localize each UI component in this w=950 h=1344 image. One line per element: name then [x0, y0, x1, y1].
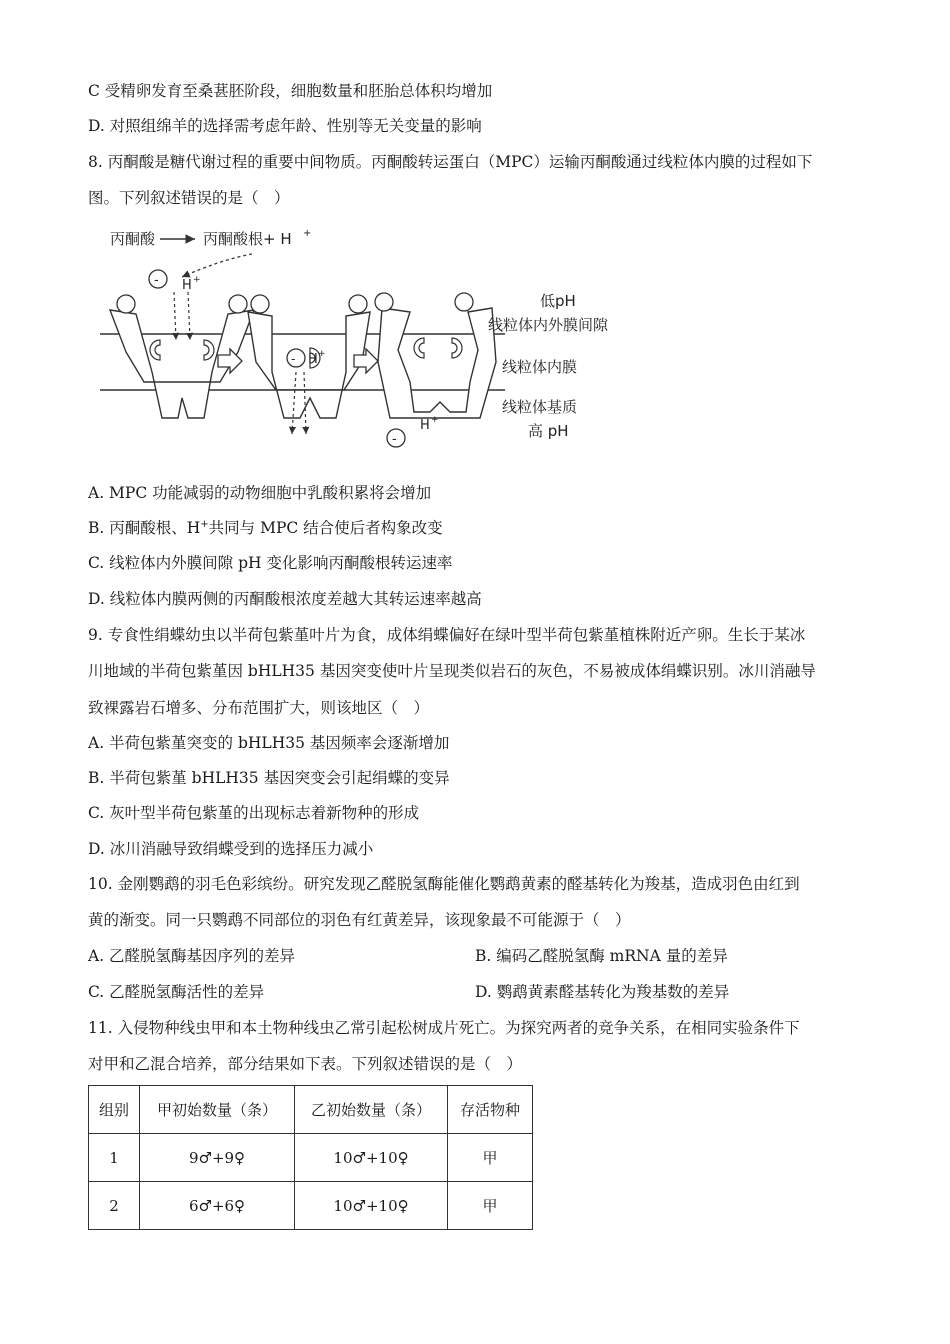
reaction-pyruvate-ion-label: 丙酮酸根+ H: [203, 230, 292, 248]
q8-option-d: D. 线粒体内膜两侧的丙酮酸根浓度差越大其转运速率越高: [88, 590, 482, 608]
q7-option-c: C 受精卵发育至桑葚胚阶段，细胞数量和胚胎总体积均增加: [88, 82, 493, 100]
q11-stem-line2: 对甲和乙混合培养，部分结果如下表。下列叙述错误的是（ ）: [88, 1055, 523, 1073]
nematode-results-table: [88, 1085, 533, 1230]
header-b-count: 乙初始数量（条）: [295, 1086, 448, 1134]
header-survivor: 存活物种: [448, 1086, 533, 1134]
q7-option-d: D. 对照组绵羊的选择需考虑年龄、性别等无关变量的影响: [88, 117, 482, 135]
label-intermembrane-space: 线粒体内外膜间隙: [488, 316, 609, 334]
q10-option-a: A. 乙醛脱氢酶基因序列的差异: [88, 947, 296, 965]
h-plus-bound: H: [308, 352, 318, 367]
h-plus-bottom-sup: +: [431, 415, 439, 425]
q10-stem-line1: 10. 金刚鹦鹉的羽毛色彩缤纷。研究发现乙醛脱氢酶能催化鹦鹉黄素的醛基转化为羧基，造成羽色由红到: [88, 875, 800, 893]
table-cell: 10♂+10♀: [295, 1182, 448, 1230]
h-plus-top: H: [182, 278, 192, 293]
q10-option-d: D. 鹦鹉黄素醛基转化为羧基数的差异: [475, 983, 730, 1001]
q8-option-a: A. MPC 功能减弱的动物细胞中乳酸积累将会增加: [88, 484, 432, 502]
label-low-ph: 低pH: [540, 292, 576, 310]
table-cell: 甲: [448, 1134, 533, 1182]
label-inner-membrane: 线粒体内膜: [502, 358, 578, 376]
h-plus-top-sup: +: [193, 275, 201, 285]
table-row: [89, 1182, 533, 1230]
q9-stem-line3: 致裸露岩石增多、分布范围扩大，则该地区（ ）: [88, 699, 430, 717]
pyruvate-minus-top: -: [154, 273, 159, 288]
q10-stem-line2: 黄的渐变。同一只鹦鹉不同部位的羽色有红黄差异，该现象最不可能源于（ ）: [88, 911, 631, 929]
h-plus-bound-sup: +: [318, 349, 326, 359]
q10-option-b: B. 编码乙醛脱氢酶 mRNA 量的差异: [475, 947, 728, 965]
header-a-count: 甲初始数量（条）: [140, 1086, 295, 1134]
table-header-row: [89, 1086, 533, 1134]
table-cell: 2: [89, 1182, 140, 1230]
table-cell: 10♂+10♀: [295, 1134, 448, 1182]
q9-option-b: B. 半荷包紫堇 bHLH35 基因突变会引起绢蝶的变异: [88, 769, 450, 787]
table-cell: 9♂+9♀: [140, 1134, 295, 1182]
pyruvate-minus-bottom: -: [392, 432, 397, 447]
q8-stem-line1: 8. 丙酮酸是糖代谢过程的重要中间物质。丙酮酸转运蛋白（MPC）运输丙酮酸通过线粒体内膜的过程如下: [88, 153, 813, 171]
label-high-ph: 高 pH: [528, 422, 569, 440]
table-cell: 1: [89, 1134, 140, 1182]
release-dashed-arrow: [182, 254, 252, 277]
table-cell: 甲: [448, 1182, 533, 1230]
q10-option-c: C. 乙醛脱氢酶活性的差异: [88, 983, 265, 1001]
table-cell: 6♂+6♀: [140, 1182, 295, 1230]
mpc-transport-diagram: [100, 222, 640, 462]
q9-option-d: D. 冰川消融导致绢蝶受到的选择压力减小: [88, 840, 374, 858]
q8-stem-line2: 图。下列叙述错误的是（ ）: [88, 189, 290, 207]
q9-option-a: A. 半荷包紫堇突变的 bHLH35 基因频率会逐渐增加: [88, 734, 450, 752]
q9-stem-line1: 9. 专食性绢蝶幼虫以半荷包紫堇叶片为食，成体绢蝶偏好在绿叶型半荷包紫堇植株附近产卵。生长于某冰: [88, 626, 806, 644]
label-matrix: 线粒体基质: [502, 398, 578, 416]
table-row: [89, 1134, 533, 1182]
q8-option-b: B. 丙酮酸根、H+共同与 MPC 结合使后者构象改变: [88, 518, 443, 537]
q11-stem-line1: 11. 入侵物种线虫甲和本土物种线虫乙常引起松树成片死亡。为探究两者的竞争关系，在相同实验条件下: [88, 1019, 800, 1037]
pyruvate-minus-bound: -: [291, 352, 296, 366]
q9-option-c: C. 灰叶型半荷包紫堇的出现标志着新物种的形成: [88, 804, 420, 822]
reaction-pyruvate-label: 丙酮酸: [110, 230, 156, 248]
reaction-plus-sup: +: [303, 228, 312, 239]
q8-option-c: C. 线粒体内外膜间隙 pH 变化影响丙酮酸根转运速率: [88, 554, 453, 572]
mpc-state-open-inside: [375, 293, 496, 418]
q9-stem-line2: 川地域的半荷包紫堇因 bHLH35 基因突变使叶片呈现类似岩石的灰色，不易被成体绢蝶识别。冰川消融导: [88, 662, 816, 680]
h-plus-bottom: H: [420, 418, 430, 433]
header-group: 组别: [89, 1086, 140, 1134]
